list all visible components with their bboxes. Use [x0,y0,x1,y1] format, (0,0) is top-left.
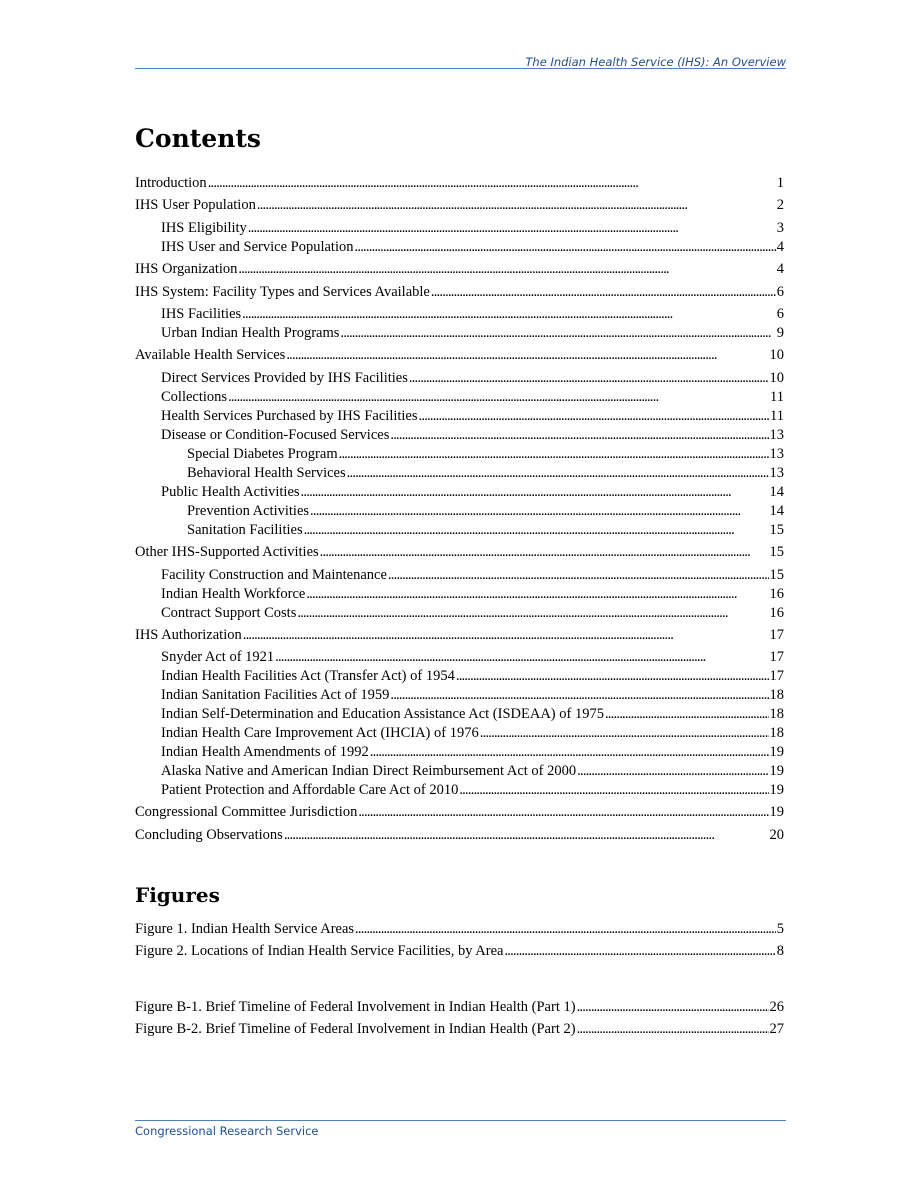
toc-entry[interactable] [161,407,784,425]
toc-entry[interactable] [161,648,784,666]
toc-entry-page-number: 19 [769,763,784,779]
toc-entry[interactable] [135,626,784,644]
toc-entry-title: Patient Protection and Affordable Care Act of 2010 [161,782,459,798]
toc-entry[interactable] [161,705,784,723]
toc-entry-page-number: 2 [776,197,784,213]
dot-leader [459,781,768,799]
toc-entry-title: Indian Health Facilities Act (Transfer Act) of 1954 [161,668,455,684]
toc-entry-page-number: 19 [769,804,784,820]
toc-entry-title: Collections [161,389,228,405]
dot-leader [577,998,769,1016]
toc-entry-page-number: 19 [769,744,784,760]
toc-entry[interactable] [161,369,784,387]
toc-entry[interactable] [161,724,784,742]
toc-entry-page-number: 15 [769,544,784,560]
toc-entry[interactable] [161,604,784,622]
toc-entry[interactable] [135,803,784,821]
dot-leader [286,346,768,364]
toc-entry-page-number: 17 [769,668,784,684]
toc-entry-page-number: 14 [769,484,784,500]
toc-entry-title: Sanitation Facilities [187,522,303,538]
toc-entry-title: Urban Indian Health Programs [161,325,340,341]
toc-entry-page-number: 15 [769,567,784,583]
dot-leader [605,705,769,723]
toc-entry-page-number: 13 [769,427,784,443]
dot-leader [388,566,769,584]
toc-entry-title: Indian Health Amendments of 1992 [161,744,369,760]
dot-leader [419,407,770,425]
toc-entry[interactable] [161,566,784,584]
toc-entry-page-number: 13 [769,446,784,462]
footer-rule [135,1120,786,1121]
toc-entry-title: Introduction [135,175,207,191]
dot-leader [310,502,768,520]
dot-leader [431,283,776,301]
dot-leader [355,238,776,256]
dot-leader [370,743,769,761]
figure-entry-title: Figure 1. Indian Health Service Areas [135,921,355,937]
dot-leader [358,803,768,821]
toc-entry[interactable] [135,346,784,364]
dot-leader [355,920,776,938]
toc-entry-title: Indian Health Care Improvement Act (IHCIA) of 1976 [161,725,479,741]
toc-entry[interactable] [161,219,784,237]
contents-heading: Contents [135,124,262,153]
figure-entry[interactable] [135,942,784,960]
toc-entry-title: Facility Construction and Maintenance [161,567,387,583]
dot-leader [456,667,769,685]
toc-entry-page-number: 10 [769,347,784,363]
dot-leader [577,762,768,780]
toc-entry-page-number: 20 [769,827,784,843]
dot-leader [320,543,769,561]
toc-entry[interactable] [161,743,784,761]
toc-entry-page-number: 11 [770,408,784,424]
toc-entry[interactable] [161,238,784,256]
dot-leader [248,219,776,237]
dot-leader [228,388,769,406]
toc-entry-title: IHS User and Service Population [161,239,354,255]
figure-entry-page-number: 5 [776,921,784,937]
toc-entry-title: IHS Facilities [161,306,242,322]
figure-entry[interactable] [135,920,784,938]
toc-entry-title: Available Health Services [135,347,286,363]
toc-entry-page-number: 19 [769,782,784,798]
figure-entry-page-number: 8 [776,943,784,959]
toc-entry[interactable] [161,483,784,501]
toc-entry[interactable] [161,305,784,323]
toc-entry-title: Other IHS-Supported Activities [135,544,319,560]
dot-leader [243,626,769,644]
toc-entry[interactable] [187,445,784,463]
dot-leader [297,604,768,622]
dot-leader [340,324,775,342]
toc-entry[interactable] [135,543,784,561]
dot-leader [275,648,768,666]
toc-entry-title: Health Services Purchased by IHS Facilities [161,408,418,424]
dot-leader [390,426,768,444]
dot-leader [347,464,769,482]
dot-leader [480,724,769,742]
dot-leader [238,260,775,278]
dot-leader [339,445,769,463]
toc-entry[interactable] [161,585,784,603]
figure-entry-title: Figure B-2. Brief Timeline of Federal Involvement in Indian Health (Part 2) [135,1021,576,1037]
figure-entry[interactable] [135,998,784,1016]
toc-entry-title: Alaska Native and American Indian Direct Reimbursement Act of 2000 [161,763,577,779]
toc-entry[interactable] [135,174,784,192]
toc-entry-page-number: 14 [769,503,784,519]
dot-leader [504,942,775,960]
figures-heading: Figures [135,883,220,907]
toc-entry-page-number: 17 [769,627,784,643]
toc-entry-title: IHS Authorization [135,627,242,643]
dot-leader [208,174,776,192]
toc-entry-page-number: 1 [776,175,784,191]
toc-entry[interactable] [187,521,784,539]
dot-leader [390,686,768,704]
dot-leader [306,585,768,603]
toc-entry[interactable] [161,667,784,685]
toc-entry-page-number: 3 [776,220,784,236]
toc-entry-page-number: 4 [776,261,784,277]
toc-entry-title: Disease or Condition-Focused Services [161,427,390,443]
toc-entry-page-number: 18 [769,706,784,722]
toc-entry-page-number: 11 [770,389,784,405]
running-header: The Indian Health Service (IHS): An Overview [525,55,786,69]
toc-entry-title: Behavioral Health Services [187,465,346,481]
toc-entry[interactable] [161,686,784,704]
toc-entry-page-number: 13 [769,465,784,481]
toc-entry-title: Concluding Observations [135,827,283,843]
toc-entry-title: Indian Sanitation Facilities Act of 1959 [161,687,390,703]
toc-entry-title: IHS Organization [135,261,238,277]
figure-entry-title: Figure 2. Locations of Indian Health Service Facilities, by Area [135,943,504,959]
dot-leader [409,369,769,387]
toc-entry-page-number: 4 [776,239,784,255]
toc-entry[interactable] [161,388,784,406]
toc-entry-page-number: 18 [769,725,784,741]
toc-entry[interactable] [187,464,784,482]
toc-entry[interactable] [187,502,784,520]
toc-entry-page-number: 6 [776,284,784,300]
toc-entry-page-number: 10 [769,370,784,386]
dot-leader [284,826,769,844]
figure-entry-title: Figure B-1. Brief Timeline of Federal Involvement in Indian Health (Part 1) [135,999,576,1015]
toc-entry[interactable] [161,762,784,780]
toc-entry-title: IHS Eligibility [161,220,247,236]
toc-entry-title: Prevention Activities [187,503,310,519]
toc-entry-title: Indian Health Workforce [161,586,306,602]
toc-entry[interactable] [135,260,784,278]
toc-entry-page-number: 16 [769,605,784,621]
toc-entry-title: Congressional Committee Jurisdiction [135,804,358,820]
toc-entry-page-number: 9 [776,325,784,341]
toc-entry-page-number: 18 [769,687,784,703]
toc-entry-title: Direct Services Provided by IHS Facilities [161,370,408,386]
toc-entry[interactable] [161,781,784,799]
toc-entry-page-number: 6 [776,306,784,322]
dot-leader [242,305,776,323]
toc-entry-title: Public Health Activities [161,484,300,500]
toc-entry-title: Indian Self-Determination and Education Assistance Act (ISDEAA) of 1975 [161,706,604,722]
figure-entry[interactable] [135,1020,784,1038]
toc-entry-title: Contract Support Costs [161,605,297,621]
figure-entry-page-number: 26 [769,999,784,1015]
toc-entry[interactable] [161,324,784,342]
toc-entry-title: IHS User Population [135,197,256,213]
running-footer: Congressional Research Service [135,1124,319,1138]
header-rule [135,68,786,69]
toc-entry-page-number: 16 [769,586,784,602]
toc-entry[interactable] [135,283,784,301]
toc-entry-title: IHS System: Facility Types and Services Available [135,284,430,300]
toc-entry-title: Special Diabetes Program [187,446,338,462]
figure-entry-page-number: 27 [769,1021,784,1037]
dot-leader [257,196,776,214]
toc-entry[interactable] [161,426,784,444]
toc-entry-title: Snyder Act of 1921 [161,649,275,665]
toc-entry-page-number: 17 [769,649,784,665]
dot-leader [577,1020,769,1038]
toc-entry-page-number: 15 [769,522,784,538]
toc-entry[interactable] [135,826,784,844]
dot-leader [304,521,769,539]
toc-entry[interactable] [135,196,784,214]
dot-leader [301,483,769,501]
